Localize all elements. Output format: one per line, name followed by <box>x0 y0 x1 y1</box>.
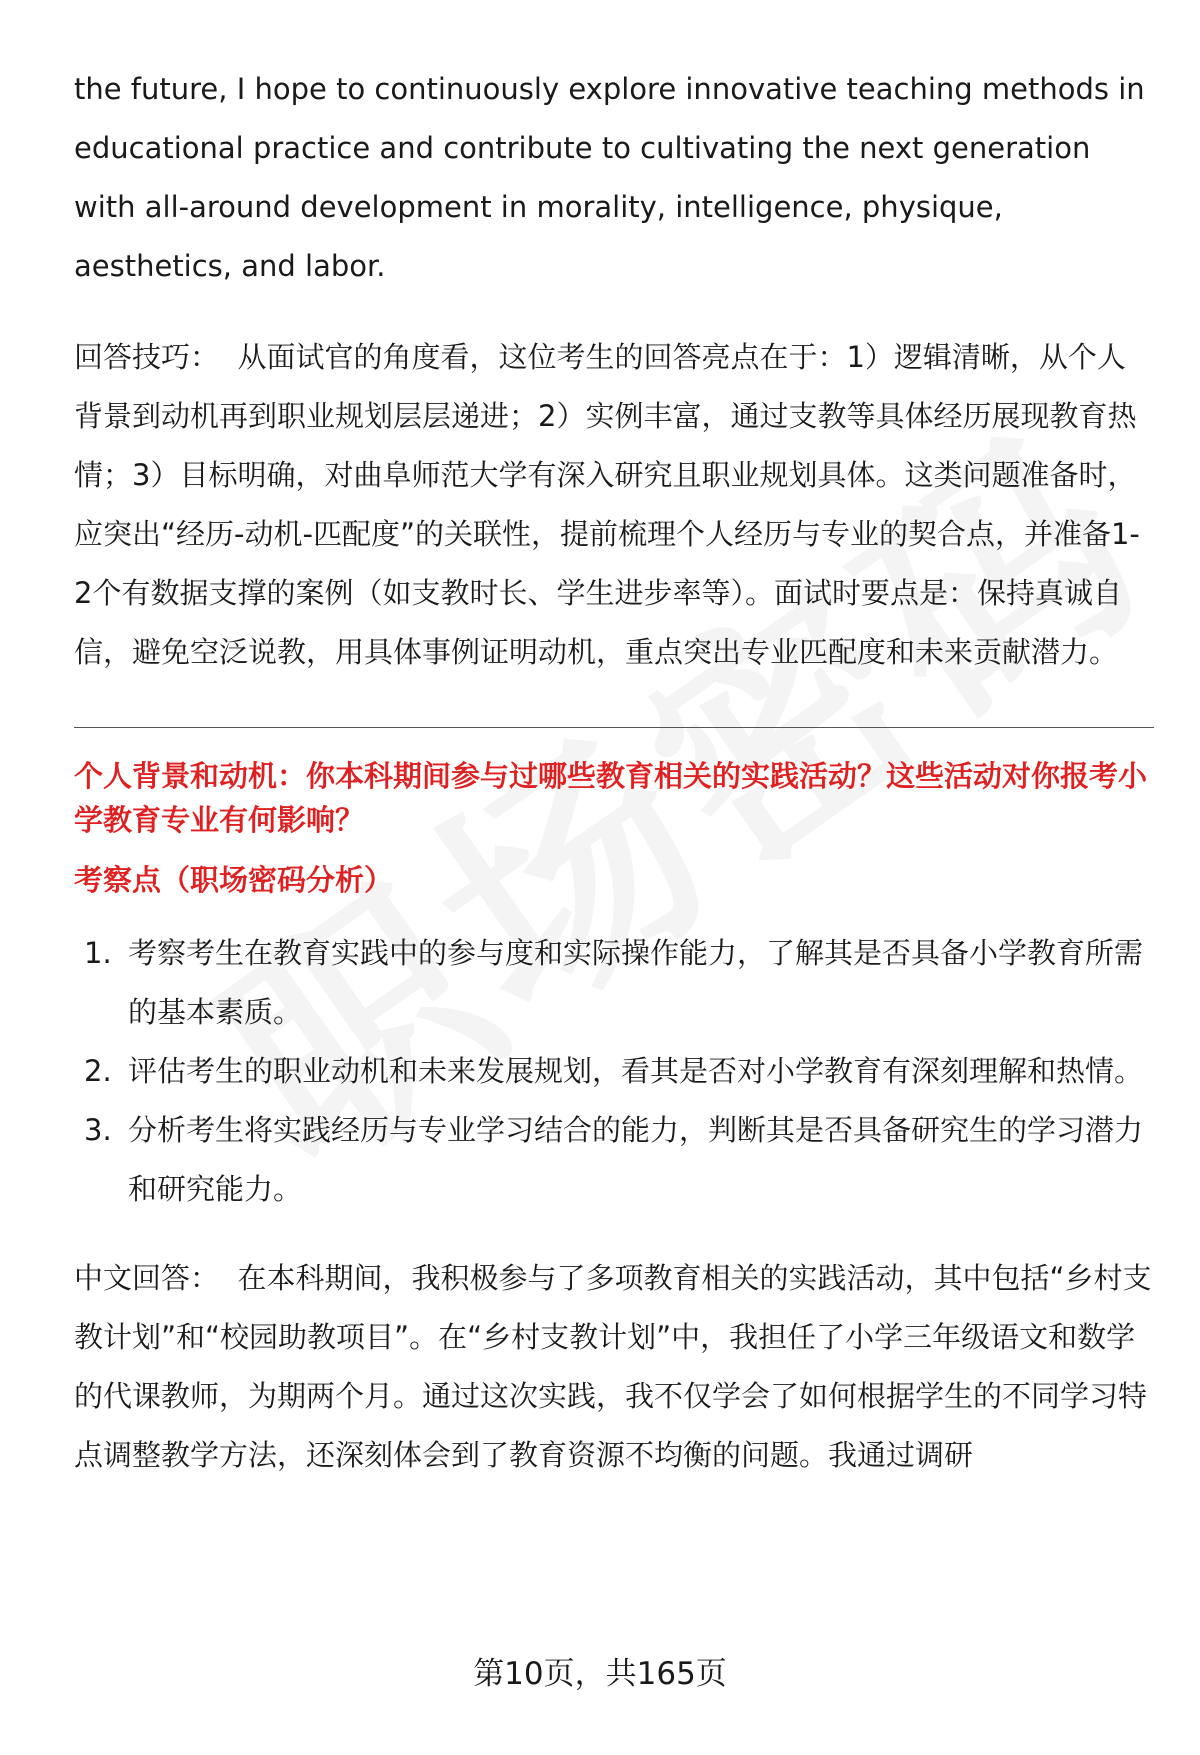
list-item-text: 评估考生的职业动机和未来发展规划，看其是否对小学教育有深刻理解和热情。 <box>128 1054 1144 1088</box>
answer-tips-paragraph <box>74 328 1154 682</box>
page-content <box>74 60 1154 1485</box>
question-heading: 个人背景和动机：你本科期间参与过哪些教育相关的实践活动？这些活动对你报考小学教育专业有何影响？ <box>74 759 1148 837</box>
chinese-answer-label: 中文回答： <box>74 1261 220 1295</box>
english-answer-continuation: the future, I hope to continuously explore innovative teaching methods in educational practice and contribute to cultivating the next generation with all-around development in morality, intelligence, physique, aesthetics, and labor. <box>74 72 1145 283</box>
list-item-number: 1. <box>84 936 112 970</box>
assessment-points-list <box>74 924 1154 1219</box>
assessment-heading: 考察点（职场密码分析） <box>74 863 394 897</box>
page-number-footer: 第10页，共165页 <box>473 1656 727 1692</box>
list-item <box>74 1101 1154 1219</box>
list-item <box>74 1042 1154 1101</box>
chinese-answer-text: 在本科期间，我积极参与了多项教育相关的实践活动，其中包括“乡村支教计划”和“校园助教项目”。在“乡村支教计划”中，我担任了小学三年级语文和数学的代课教师，为期两个月。通过这次实践，我不仅学会了如何根据学生的不同学习特点调整教学方法，还深刻体会到了教育资源不均衡的问题。我通过调研 <box>74 1261 1152 1472</box>
list-item-number: 2. <box>84 1054 112 1088</box>
list-item-text: 分析考生将实践经历与专业学习结合的能力，判断其是否具备研究生的学习潜力和研究能力。 <box>128 1113 1144 1206</box>
section-divider <box>74 727 1154 728</box>
list-item <box>74 924 1154 1042</box>
list-item-number: 3. <box>84 1113 112 1147</box>
list-item-text: 考察考生在教育实践中的参与度和实际操作能力，了解其是否具备小学教育所需的基本素质。 <box>128 936 1144 1029</box>
answer-tips-text: 从面试官的角度看，这位考生的回答亮点在于：1）逻辑清晰，从个人背景到动机再到职业规划层层递进；2）实例丰富，通过支教等具体经历展现教育热情；3）目标明确，对曲阜师范大学有深入研究且职业规划具体。这类问题准备时，应突出“经历-动机-匹配度”的关联性，提前梳理个人经历与专业的契合点，并准备1-2个有数据支撑的案例（如支教时长、学生进步率等）。面试时要点是：保持真诚自信，避免空泛说教，用具体事例证明动机，重点突出专业匹配度和未来贡献潜力。 <box>74 340 1140 669</box>
answer-tips-label: 回答技巧： <box>74 340 220 374</box>
chinese-answer-paragraph <box>74 1249 1154 1485</box>
